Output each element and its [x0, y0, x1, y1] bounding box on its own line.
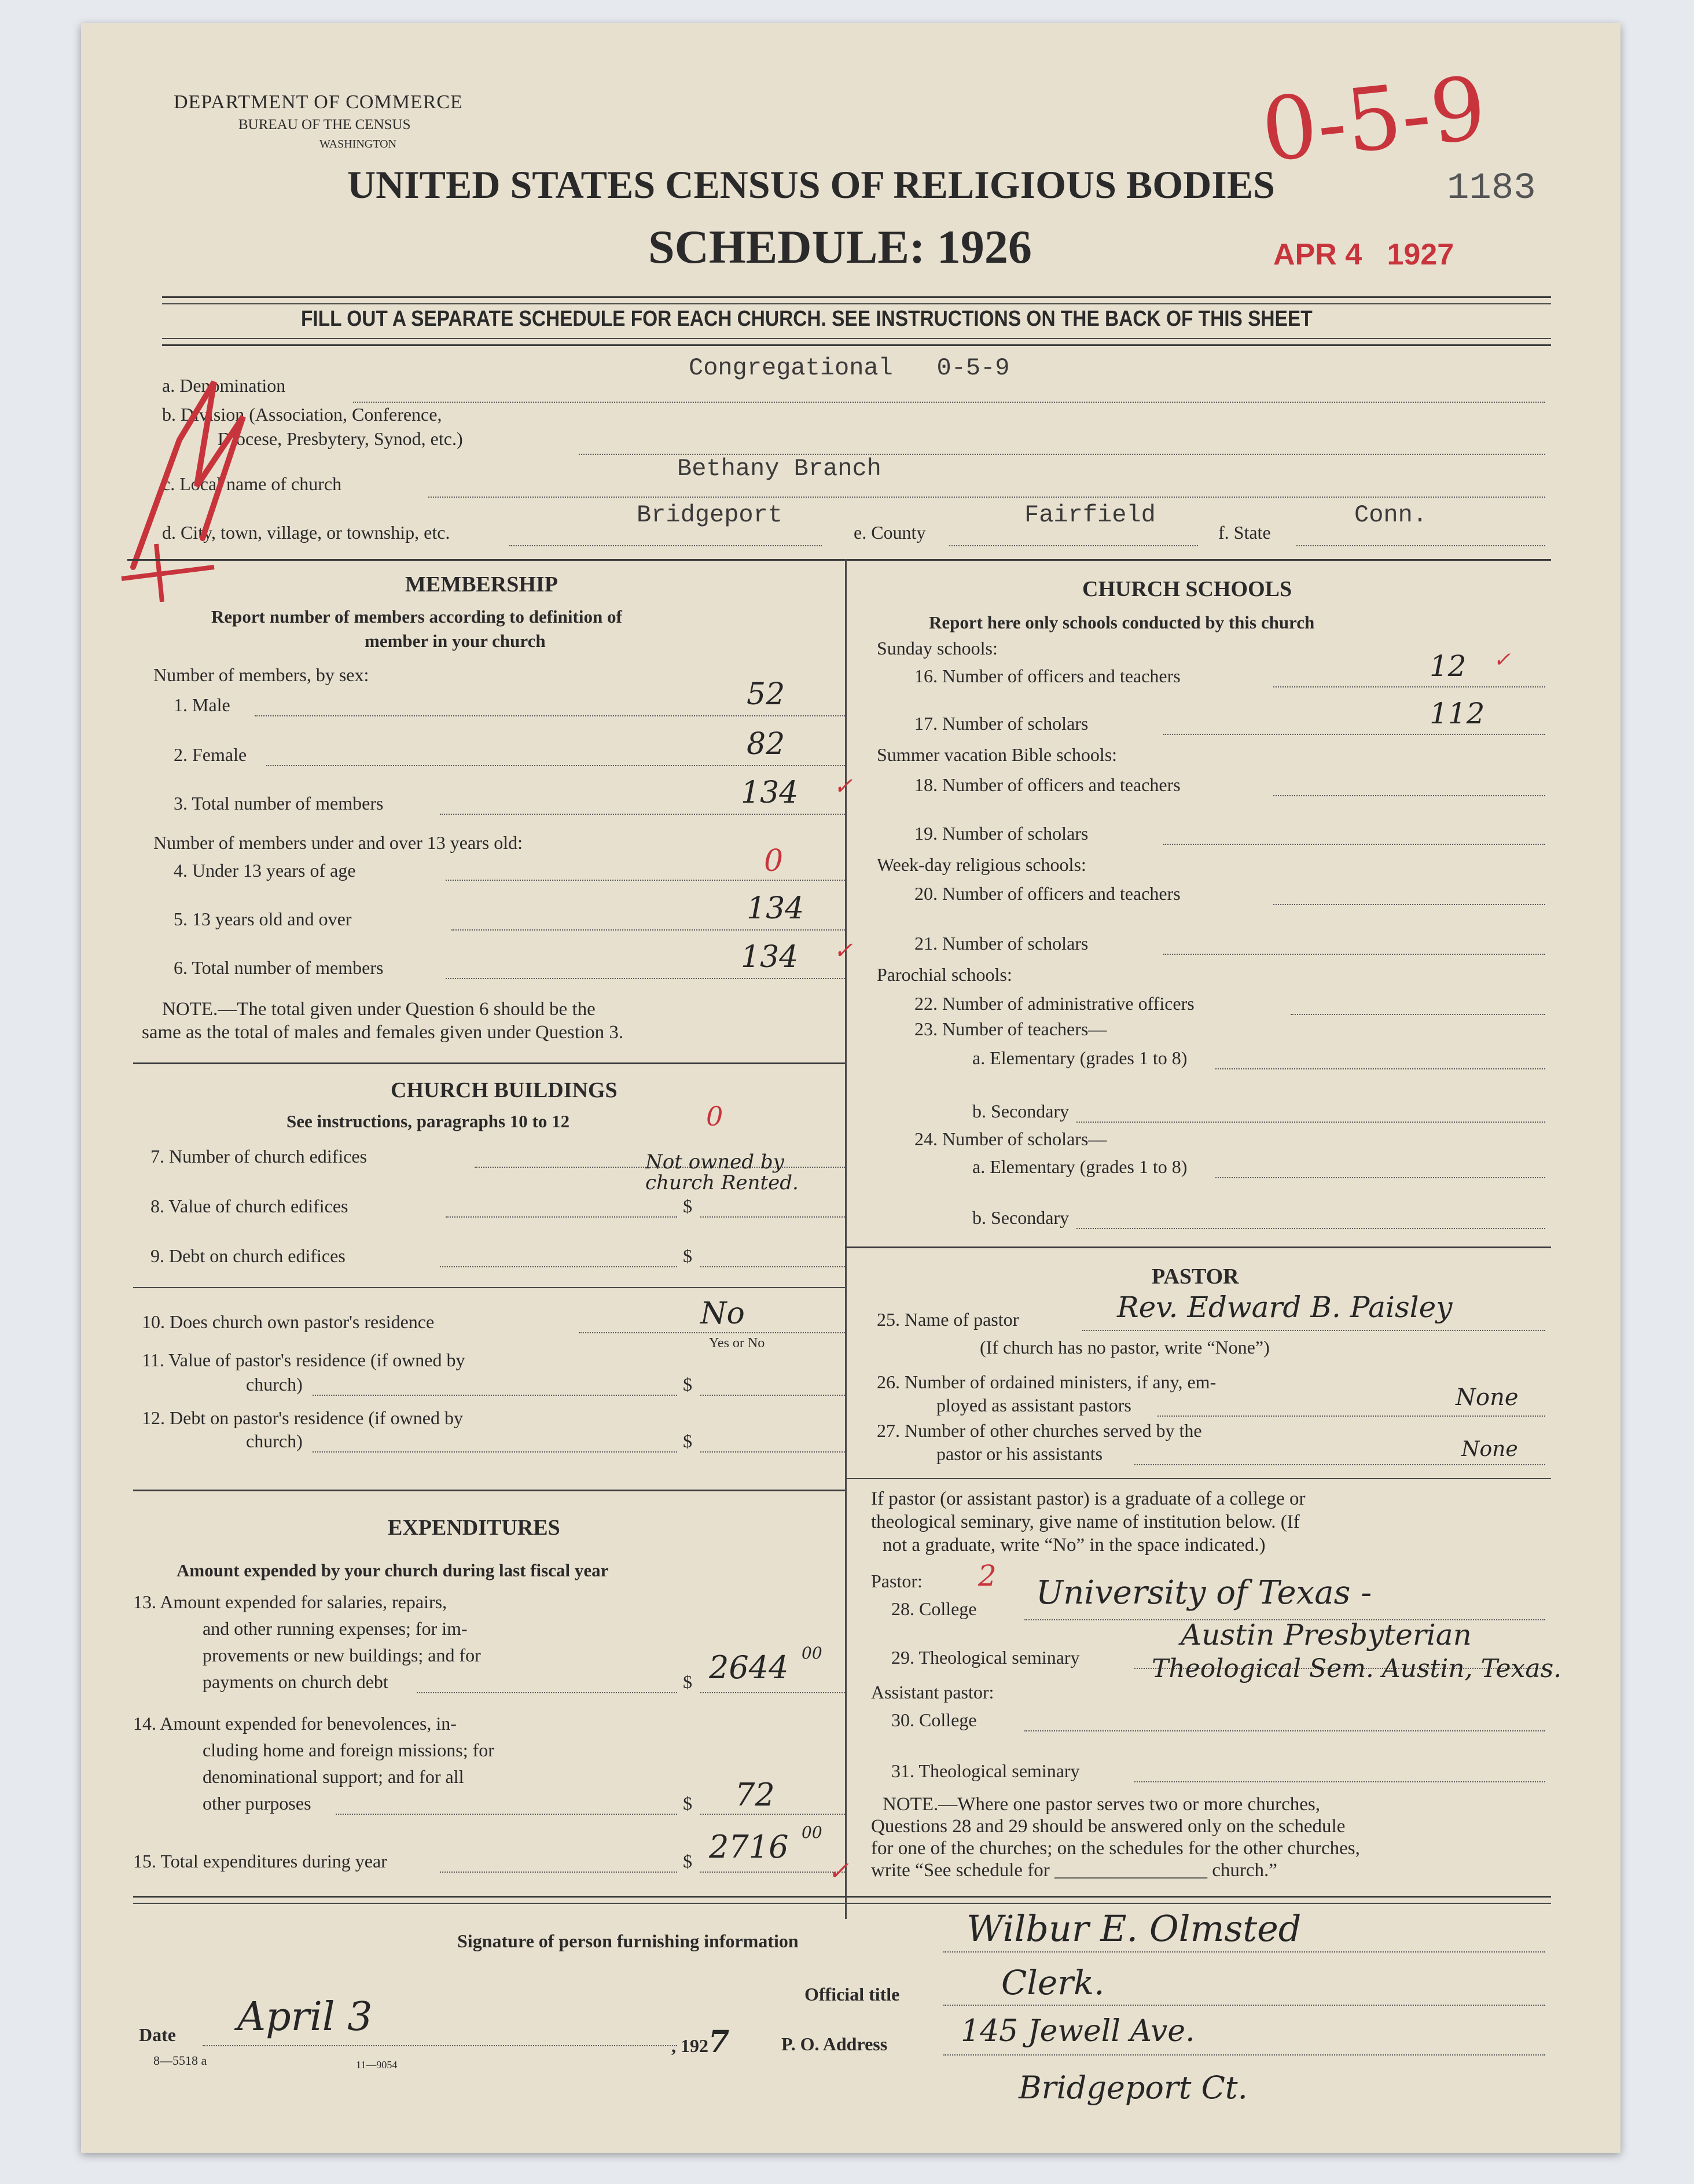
q14-dollar: $ [683, 1793, 692, 1814]
q5-value: 134 [747, 891, 804, 926]
official-title-value: Clerk. [1001, 1963, 1105, 2002]
check-mark-icon: ✓ [1493, 648, 1511, 672]
pastor-note-3: for one of the churches; on the schedules for the other churches, [871, 1838, 1360, 1859]
form-title: UNITED STATES CENSUS OF RELIGIOUS BODIES [347, 163, 1275, 207]
grad-note-1: If pastor (or assistant pastor) is a graduate of a college or [871, 1488, 1306, 1509]
q13-cents: 00 [802, 1643, 822, 1663]
q27-value: None [1461, 1437, 1518, 1461]
q28-value: University of Texas - [1036, 1574, 1372, 1612]
sunday-label: Sunday schools: [877, 638, 998, 659]
department-heading: DEPARTMENT OF COMMERCE [174, 91, 463, 113]
weekday-label: Week-day religious schools: [877, 854, 1086, 875]
q13-label-3: provements or new buildings; and for [203, 1645, 481, 1665]
signature-value: Wilbur E. Olmsted [967, 1907, 1302, 1950]
pastor-note-4: write “See schedule for ________________ church.” [871, 1860, 1277, 1881]
check-mark-icon: ✓ [833, 773, 853, 800]
q29-value-2: Theological Sem. Austin, Texas. [1152, 1654, 1562, 1683]
q26-label-2: ployed as assistant pastors [936, 1395, 1131, 1415]
q9-dollar: $ [683, 1245, 692, 1266]
official-title-label: Official title [804, 1984, 900, 2005]
q10-value: No [700, 1296, 745, 1331]
po-address-value-1: 145 Jewell Ave. [961, 2014, 1195, 2049]
membership-sub-2: member in your church [365, 631, 546, 651]
schedule-year: SCHEDULE: 1926 [648, 220, 1032, 273]
q16-value: 12 [1430, 649, 1467, 683]
q11-label-2: church) [246, 1374, 303, 1395]
received-date-stamp: APR 4 1927 [1273, 238, 1454, 271]
grad-note-2: theological seminary, give name of institution below. (If [871, 1512, 1300, 1532]
q6-value: 134 [741, 940, 799, 975]
state-label: f. State [1218, 522, 1271, 543]
red-check-mark-icon [98, 347, 272, 602]
q17-label: 17. Number of scholars [914, 713, 1089, 734]
city-label: d. City, town, village, or township, etc. [162, 522, 450, 543]
county-value: Fairfield [1024, 501, 1156, 529]
q1-label: 1. Male [174, 694, 230, 715]
q15-dollar: $ [683, 1851, 692, 1872]
q23-label: 23. Number of teachers— [914, 1019, 1107, 1039]
q22-label: 22. Number of administrative officers [914, 993, 1195, 1014]
local-name-label: c. Local name of church [162, 473, 342, 494]
print-number: 11—9054 [356, 2059, 398, 2071]
q15-cents: 00 [802, 1823, 822, 1842]
membership-note-1: NOTE.—The total given under Question 6 should be the [162, 999, 596, 1020]
date-year: , 1927 [671, 2024, 730, 2060]
q10-label: 10. Does church own pastor's residence [142, 1311, 435, 1332]
check-mark-icon: ✓ [833, 937, 853, 964]
by-age-label: Number of members under and over 13 years old: [153, 832, 523, 853]
q31-label: 31. Theological seminary [891, 1760, 1080, 1781]
q1-value: 52 [747, 677, 785, 712]
po-address-value-2: Bridgeport Ct. [1019, 2069, 1248, 2106]
q23a-label: a. Elementary (grades 1 to 8) [972, 1047, 1188, 1068]
expenditures-sub: Amount expended by your church during last fiscal year [177, 1560, 609, 1580]
q13-dollar: $ [683, 1671, 692, 1692]
instruction-banner: FILL OUT A SEPARATE SCHEDULE FOR EACH CHURCH. SEE INSTRUCTIONS ON THE BACK OF THIS SHEET [301, 307, 1313, 331]
q2-value: 82 [747, 727, 785, 762]
q25-label: 25. Name of pastor [877, 1309, 1019, 1330]
q12-label: 12. Debt on pastor's residence (if owned by [142, 1407, 463, 1428]
q28-label: 28. College [891, 1598, 977, 1619]
q23b-label: b. Secondary [972, 1101, 1070, 1122]
county-label: e. County [854, 522, 926, 543]
q3-label: 3. Total number of members [174, 793, 384, 814]
census-form-sheet [81, 23, 1620, 2153]
membership-sub-1: Report number of members according to definition of [211, 606, 622, 627]
city-value: Bridgeport [637, 501, 783, 529]
q14-label-4: other purposes [203, 1793, 311, 1814]
q8-dollar: $ [683, 1196, 692, 1216]
q7-value: Not owned by church Rented. [645, 1150, 799, 1194]
q15-value: 2716 [709, 1829, 789, 1865]
q20-label: 20. Number of officers and teachers [914, 883, 1181, 904]
q25-note: (If church has no pastor, write “None”) [980, 1337, 1270, 1358]
buildings-sub: See instructions, paragraphs 10 to 12 [286, 1111, 570, 1131]
q18-label: 18. Number of officers and teachers [914, 774, 1181, 795]
yes-no-caption: Yes or No [709, 1336, 765, 1351]
q14-label: 14. Amount expended for benevolences, in- [133, 1713, 457, 1734]
q21-label: 21. Number of scholars [914, 933, 1089, 954]
q16-label: 16. Number of officers and teachers [914, 666, 1181, 686]
q8-label: 8. Value of church edifices [150, 1196, 348, 1216]
q17-value: 112 [1430, 697, 1485, 730]
schools-heading: CHURCH SCHOOLS [1082, 577, 1292, 601]
date-value: April 3 [237, 1994, 373, 2040]
city-heading: WASHINGTON [319, 138, 396, 150]
q7-label: 7. Number of church edifices [150, 1146, 368, 1167]
date-label: Date [139, 2024, 176, 2045]
q29-label: 29. Theological seminary [891, 1647, 1080, 1668]
po-address-label: P. O. Address [781, 2034, 888, 2054]
q13-value: 2644 [709, 1649, 789, 1686]
pastor-mark: 2 [978, 1559, 997, 1593]
q9-label: 9. Debt on church edifices [150, 1245, 346, 1266]
asst-label: Assistant pastor: [871, 1682, 994, 1703]
q25-value: Rev. Edward B. Paisley [1117, 1290, 1453, 1324]
q13-label: 13. Amount expended for salaries, repairs, [133, 1591, 447, 1612]
q14-value: 72 [735, 1777, 775, 1813]
schools-sub: Report here only schools conducted by this church [929, 612, 1315, 633]
q11-label: 11. Value of pastor's residence (if owned by [142, 1350, 465, 1370]
q26-label: 26. Number of ordained ministers, if any, em- [877, 1372, 1217, 1392]
denomination-label: a. Denomination [162, 375, 286, 396]
q13-label-2: and other running expenses; for im- [203, 1618, 468, 1639]
buildings-heading: CHURCH BUILDINGS [391, 1078, 618, 1102]
check-mark-icon: ✓ [828, 1856, 849, 1886]
q15-label: 15. Total expenditures during year [133, 1851, 387, 1872]
pastor-note-1: NOTE.—Where one pastor serves two or more churches, [883, 1794, 1320, 1815]
q24-label: 24. Number of scholars— [914, 1128, 1107, 1149]
red-pencil-code: 0-5-9 [1256, 58, 1491, 182]
q24a-label: a. Elementary (grades 1 to 8) [972, 1156, 1188, 1177]
signature-label: Signature of person furnishing information [457, 1931, 799, 1951]
state-value: Conn. [1354, 501, 1428, 529]
q13-label-4: payments on church debt [203, 1671, 388, 1692]
q4-label: 4. Under 13 years of age [174, 860, 356, 881]
local-name-value: Bethany Branch [677, 455, 881, 483]
q29-value-1: Austin Presbyterian [1181, 1618, 1472, 1652]
pastor-sub-label: Pastor: [871, 1571, 923, 1591]
q26-value: None [1456, 1384, 1519, 1411]
q30-label: 30. College [891, 1709, 977, 1730]
denomination-value: Congregational 0-5-9 [689, 354, 1010, 382]
q3-value: 134 [741, 775, 799, 810]
membership-note-2: same as the total of males and females given under Question 3. [142, 1022, 624, 1043]
q14-label-3: denominational support; and for all [203, 1766, 464, 1787]
q12-dollar: $ [683, 1431, 692, 1451]
q4-value: 0 [764, 844, 784, 878]
pastor-heading: PASTOR [1152, 1264, 1239, 1289]
q5-label: 5. 13 years old and over [174, 909, 352, 929]
pastor-note-2: Questions 28 and 29 should be answered only on the schedule [871, 1816, 1346, 1837]
division-label-2: Diocese, Presbytery, Synod, etc.) [218, 428, 463, 449]
membership-heading: MEMBERSHIP [405, 572, 558, 597]
by-sex-label: Number of members, by sex: [153, 664, 369, 685]
form-number: 8—5518 a [153, 2053, 207, 2068]
grad-note-3: not a graduate, write “No” in the space indicated.) [883, 1535, 1266, 1556]
q14-label-2: cluding home and foreign missions; for [203, 1740, 494, 1760]
serial-number: 1183 [1447, 168, 1536, 209]
division-label: b. Division (Association, Conference, [162, 404, 442, 425]
bureau-heading: BUREAU OF THE CENSUS [238, 117, 411, 133]
parochial-label: Parochial schools: [877, 964, 1012, 985]
q2-label: 2. Female [174, 744, 247, 765]
buildings-sub-mark: 0 [706, 1101, 723, 1132]
summer-label: Summer vacation Bible schools: [877, 744, 1118, 765]
q6-label: 6. Total number of members [174, 957, 384, 978]
q27-label: 27. Number of other churches served by the [877, 1420, 1202, 1441]
expenditures-heading: EXPENDITURES [388, 1516, 560, 1540]
q19-label: 19. Number of scholars [914, 823, 1089, 844]
q24b-label: b. Secondary [972, 1207, 1070, 1228]
q11-dollar: $ [683, 1374, 692, 1395]
q27-label-2: pastor or his assistants [936, 1443, 1103, 1464]
q12-label-2: church) [246, 1431, 303, 1451]
